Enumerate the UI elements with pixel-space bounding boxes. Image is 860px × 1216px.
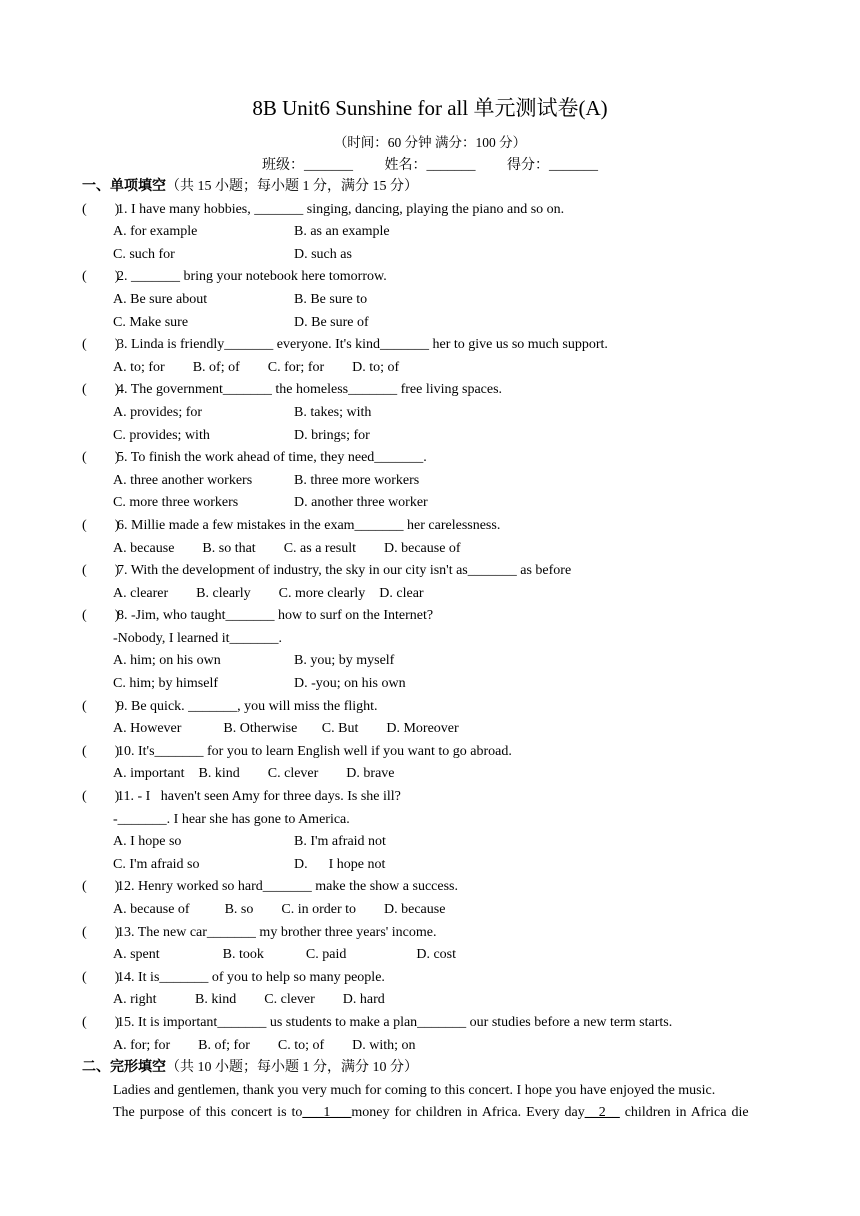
answer-option[interactable]: D. brings; for <box>294 427 370 443</box>
option-row <box>82 763 802 786</box>
option-row <box>82 831 802 854</box>
answer-option[interactable]: A. to; for B. of; of C. for; for D. to; of <box>113 359 400 375</box>
option-row <box>82 312 802 335</box>
question-text: 1. I have many hobbies, _______ singing, dancing, playing the piano and so on. <box>117 201 565 217</box>
answer-option[interactable]: B. three more workers <box>294 472 420 488</box>
question-row <box>82 447 802 470</box>
answer-blank[interactable]: ___1___ <box>302 1105 352 1121</box>
answer-bracket[interactable]: ( ) <box>82 924 120 940</box>
question-row <box>82 199 802 222</box>
question-row <box>82 605 802 628</box>
answer-option[interactable]: A. important B. kind C. clever D. brave <box>113 766 395 782</box>
answer-option[interactable]: A. clearer B. clearly C. more clearly D. clear <box>113 585 424 601</box>
question-text: 3. Linda is friendly_______ everyone. It's kind_______ her to give us so much support. <box>117 337 608 353</box>
option-row <box>82 402 802 425</box>
option-row <box>82 357 802 380</box>
answer-bracket[interactable]: ( ) <box>82 879 120 895</box>
answer-option[interactable]: A. him; on his own <box>113 653 221 669</box>
question-row <box>82 741 802 764</box>
answer-option[interactable]: C. him; by himself <box>113 676 218 692</box>
section-note: （共 10 小题；每小题 1 分，满分 10 分） <box>166 1060 418 1076</box>
score-field[interactable]: 得分：_______ <box>507 158 598 173</box>
question-row <box>82 560 802 583</box>
answer-option[interactable]: A. However B. Otherwise C. But D. Moreover <box>113 721 459 737</box>
answer-option[interactable]: A. right B. kind C. clever D. hard <box>113 992 385 1008</box>
question-row <box>82 266 802 289</box>
question-text: 10. It's_______ for you to learn English well if you want to go abroad. <box>117 743 512 759</box>
option-row <box>82 492 802 515</box>
name-field[interactable]: 姓名：_______ <box>384 158 476 173</box>
answer-bracket[interactable]: ( ) <box>82 969 120 985</box>
answer-bracket[interactable]: ( ) <box>82 269 120 285</box>
section-heading <box>82 176 802 199</box>
answer-bracket[interactable]: ( ) <box>82 201 120 217</box>
section-title: 二、完形填空 <box>82 1060 166 1076</box>
question-text: 14. It is_______ of you to help so many people. <box>117 969 385 985</box>
answer-bracket[interactable]: ( ) <box>82 608 120 624</box>
option-row <box>82 1035 802 1058</box>
answer-option[interactable]: A. because of B. so C. in order to D. because <box>113 902 446 917</box>
option-row <box>82 673 802 696</box>
question-text: 13. The new car_______ my brother three years' income. <box>117 924 437 940</box>
answer-option[interactable]: C. I'm afraid so <box>113 856 200 872</box>
option-row <box>82 854 802 877</box>
answer-option[interactable]: A. spent B. took C. paid D. cost <box>113 947 456 963</box>
question-dialogue: -_______. I hear she has gone to America. <box>113 811 350 827</box>
answer-option[interactable]: C. Make sure <box>113 314 189 330</box>
option-row <box>82 583 802 606</box>
answer-bracket[interactable]: ( ) <box>82 382 120 398</box>
answer-bracket[interactable]: ( ) <box>82 1014 120 1030</box>
answer-bracket[interactable]: ( ) <box>82 450 120 466</box>
section-heading <box>82 1057 802 1080</box>
answer-option[interactable]: A. Be sure about <box>113 291 208 307</box>
question-row <box>82 967 802 990</box>
question-text: 8. -Jim, who taught_______ how to surf on the Internet? <box>117 608 434 624</box>
option-row <box>82 944 802 967</box>
question-text: 4. The government_______ the homeless_______ free living spaces. <box>117 382 503 398</box>
section-note: （共 15 小题；每小题 1 分，满分 15 分） <box>166 179 418 194</box>
answer-option[interactable]: D. another three worker <box>294 495 428 511</box>
question-row <box>82 379 802 402</box>
option-row <box>82 425 802 448</box>
passage-line: Ladies and gentlemen, thank you very much for coming to this concert. I hope you have enjoyed the music. <box>113 1082 716 1098</box>
answer-option[interactable]: B. Be sure to <box>294 291 368 307</box>
passage-text: The purpose of this concert is to <box>113 1105 303 1121</box>
answer-bracket[interactable]: ( ) <box>82 789 120 805</box>
answer-option[interactable]: C. such for <box>113 246 175 262</box>
answer-option[interactable]: A. I hope so <box>113 834 182 850</box>
answer-option[interactable]: C. more three workers <box>113 495 239 511</box>
question-text: 12. Henry worked so hard_______ make the show a success. <box>117 879 458 895</box>
question-text: 11. - I haven't seen Amy for three days. Is she ill? <box>117 789 401 805</box>
option-row <box>82 244 802 267</box>
question-row <box>82 786 802 809</box>
passage-text: money for children in Africa. Every day <box>351 1105 585 1121</box>
answer-bracket[interactable]: ( ) <box>82 698 120 714</box>
question-text: 5. To finish the work ahead of time, they need_______. <box>117 450 427 466</box>
answer-bracket[interactable]: ( ) <box>82 743 120 759</box>
question-row <box>82 876 802 899</box>
question-text: 6. Millie made a few mistakes in the exam_______ her carelessness. <box>117 517 501 533</box>
answer-option[interactable]: A. for; for B. of; for C. to; of D. with; on <box>113 1037 416 1053</box>
section-title: 一、单项填空 <box>82 179 166 194</box>
question-list <box>82 199 802 1058</box>
answer-option[interactable]: D. such as <box>294 246 352 262</box>
option-row <box>82 221 802 244</box>
answer-option[interactable]: B. as an example <box>294 224 390 240</box>
answer-option[interactable]: D. -you; on his own <box>294 676 406 692</box>
answer-option[interactable]: A. because B. so that C. as a result D. because of <box>113 540 461 556</box>
option-row <box>82 718 802 741</box>
question-row <box>82 922 802 945</box>
question-text: 7. With the development of industry, the sky in our city isn't as_______ as before <box>117 563 572 579</box>
answer-bracket[interactable]: ( ) <box>82 517 120 533</box>
exam-content <box>82 176 802 1125</box>
answer-option[interactable]: B. takes; with <box>294 404 372 420</box>
exam-subtitle: （时间：60 分钟 满分：100 分） <box>333 135 527 150</box>
question-text: 9. Be quick. _______, you will miss the flight. <box>117 698 378 714</box>
passage-text: children in Africa die <box>619 1105 749 1121</box>
answer-bracket[interactable]: ( ) <box>82 563 120 579</box>
student-info <box>0 154 860 174</box>
passage-line <box>82 1102 802 1125</box>
question-row <box>82 1012 802 1035</box>
answer-option[interactable]: D. Be sure of <box>294 314 369 330</box>
answer-option[interactable]: A. three another workers <box>113 472 253 488</box>
question-row <box>82 515 802 538</box>
option-row <box>82 470 802 493</box>
question-row <box>82 334 802 357</box>
option-row <box>82 538 802 561</box>
answer-option[interactable]: B. you; by myself <box>294 653 395 669</box>
answer-blank[interactable]: __2__ <box>584 1105 620 1121</box>
answer-option[interactable]: B. I'm afraid not <box>294 834 386 850</box>
class-field[interactable]: 班级：_______ <box>262 158 353 173</box>
question-row <box>82 696 802 719</box>
question-text: 15. It is important_______ us students to make a plan_______ our studies before a new term starts. <box>117 1014 673 1030</box>
option-row <box>82 650 802 673</box>
option-row <box>82 989 802 1012</box>
answer-option[interactable]: C. provides; with <box>113 427 210 443</box>
answer-option[interactable]: A. provides; for <box>113 404 203 420</box>
option-row <box>82 289 802 312</box>
option-row <box>82 899 802 922</box>
question-text: 2. _______ bring your notebook here tomorrow. <box>117 269 387 285</box>
answer-option[interactable]: A. for example <box>113 224 198 240</box>
answer-bracket[interactable]: ( ) <box>82 337 120 353</box>
page-title: 8B Unit6 Sunshine for all 单元测试卷(A) <box>252 96 608 120</box>
answer-option[interactable]: D. I hope not <box>294 856 386 872</box>
question-dialogue: -Nobody, I learned it_______. <box>113 630 282 646</box>
